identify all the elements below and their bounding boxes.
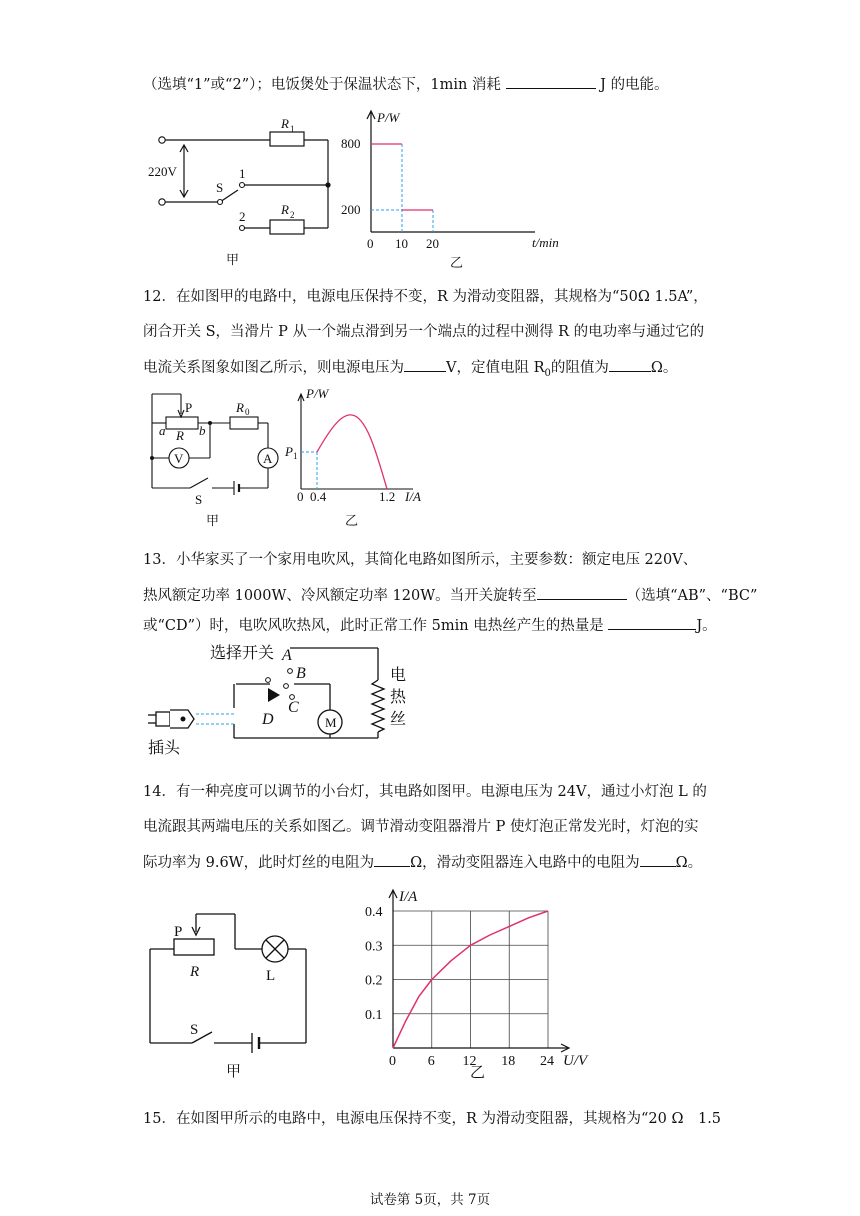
y-tick-label: 0.1 [365,1007,383,1023]
slider-p-label: P [185,400,193,415]
switch-label: S [195,492,203,507]
q11-answer-blank[interactable] [506,74,596,89]
figure-caption-jia: 甲 [226,252,240,267]
end-b-label: b [199,423,206,438]
ammeter-label: A [263,451,273,466]
q14-text: 有一种亮度可以调节的小台灯，其电路如图甲。电源电压为 24V，通过小灯泡 L 的 [175,784,707,800]
voltage-label: 220V [148,164,177,179]
x-tick-label: 0 [297,489,304,504]
x-tick-label: 24 [540,1054,554,1069]
r2-subscript: 2 [290,210,295,220]
y-axis-label: P/W [377,110,400,125]
x-tick-label: 1.2 [379,489,396,504]
contact-c-label: C [288,699,299,716]
q14-number: 14． [143,784,176,800]
q13-number: 13． [143,552,176,568]
figure-caption-yi: 乙 [470,1065,486,1081]
switch-label: 选择开关 [210,643,275,662]
figure-caption-yi: 乙 [450,255,464,270]
x-axis-label: U/V [563,1053,588,1069]
y-tick-label: 0.2 [365,973,383,989]
q12-text-line-1 [143,287,708,307]
switch-label: S [190,1022,199,1038]
q13-text: J。 [696,618,717,634]
x-tick-label: 12 [462,1054,477,1069]
q12-circuit-figure [140,390,290,530]
q12-power-current-chart [285,385,435,535]
q14-text: Ω，滑动变阻器连入电路中的电阻为 [410,855,640,871]
q12-text-line-2 [143,322,704,342]
q14-text: 际功率为 9.6W，此时灯丝的电阻为 [143,855,375,871]
resistor-r0 [230,417,258,429]
q14-text-line-2 [143,817,698,837]
contact-1-label: 1 [239,166,246,181]
r1-label: R [281,116,289,131]
q13-text: 或“CD”）时，电吹风吹热风，此时正常工作 5min 电热丝产生的热量是 [143,618,604,634]
resistor-r1 [270,132,304,146]
q15-text: 在如图甲所示的电路中，电源电压保持不变，R 为滑动变阻器，其规格为“20 Ω 1.5 [175,1111,722,1127]
contact-a-label: A [282,647,292,664]
rheostat-label: R [176,428,184,443]
r0-subscript: 0 [245,407,250,417]
q11-text-line [143,74,669,95]
q12-text: 闭合开关 S，当滑片 P 从一个端点滑到另一个端点的过程中测得 R 的电功率与通过它的 [143,324,705,340]
y-axis-label: I/A [399,889,418,905]
contact-b-label: B [296,665,306,682]
p1-subscript: 1 [293,451,298,461]
contact-d-label: D [262,711,274,728]
heating-wire [372,680,384,732]
lamp-label: L [266,968,276,984]
heater-label: 电 [390,665,407,684]
q14-text-line-1 [143,782,707,802]
q12-answer-blank-2[interactable] [609,357,651,372]
motor-label: M [325,715,337,730]
heater-label: 丝 [390,709,407,728]
power-curve [317,415,387,489]
x-tick-label: 0 [389,1054,396,1069]
y-axis-label: P/W [306,386,329,401]
q13-text: 小华家买了一个家用电吹风，其简化电路如图所示，主要参数：额定电压 220V、 [175,552,698,568]
resistor-r2 [270,220,304,234]
r0-label: R [236,400,244,415]
plug-body [156,712,170,726]
p1-label: P [285,444,293,459]
y-tick-label: 0.4 [365,905,383,920]
q13-text-line-3 [143,615,717,636]
slider-p-label: P [174,924,183,940]
q12-answer-blank-1[interactable] [404,357,446,372]
q13-text: （选填“AB”、“BC” [626,588,758,604]
q12-text: V，定值电阻 R [446,360,545,376]
voltmeter-label: V [174,451,184,466]
rheostat-r [174,939,214,955]
q14-lamp-circuit [140,906,320,1086]
r2-label: R [281,202,289,217]
q13-answer-blank-1[interactable] [537,585,627,600]
x-tick-label: 6 [427,1054,435,1069]
x-tick-label: 0.4 [310,489,327,504]
contact-2-label: 2 [239,209,246,224]
y-tick-label: 0.3 [365,939,383,955]
rheostat-label: R [190,964,200,980]
plug-label: 插头 [148,738,181,757]
q15-number: 15． [143,1111,176,1127]
q11-power-time-chart [335,106,575,271]
switch-label: S [216,180,224,195]
end-a-label: a [159,423,166,438]
q11-circuit-figure [140,108,340,268]
q14-text-line-3 [143,852,702,873]
q13-text-line-1 [143,550,697,570]
heater-label: 热 [390,687,407,706]
y-tick-label: 200 [341,202,361,217]
figure-caption-jia: 甲 [206,513,220,528]
q12-number: 12． [143,289,176,305]
q11-text: （选填“1”或“2”）；电饭煲处于保温状态下，1min 消耗 [143,77,501,93]
q13-text-line-2 [143,585,757,606]
figure-caption-jia: 甲 [226,1064,242,1080]
q14-text: Ω。 [675,855,703,871]
q14-text: 电流跟其两端电压的关系如图乙。调节滑动变阻器滑片 P 使灯泡正常发光时，灯泡的实 [143,819,699,835]
x-tick-label: 20 [426,236,439,251]
rotary-switch [268,688,280,702]
q11-text-end: J 的电能。 [600,77,669,93]
q12-text: 的阻值为 [550,360,609,376]
figure-caption-yi: 乙 [345,513,359,528]
x-tick-label: 10 [395,236,408,251]
q15-text-line-1 [143,1109,721,1129]
q13-hairdryer-circuit [140,640,440,770]
x-axis-label: t/min [532,235,559,250]
x-axis-label: I/A [405,489,421,504]
q14-current-voltage-chart [355,885,615,1080]
q14-answer-blank-1[interactable] [374,852,410,867]
r0-subscript: 0 [544,367,551,379]
q13-text: 热风额定功率 1000W、冷风额定功率 120W。当开关旋转至 [143,588,537,604]
q12-text: Ω。 [650,360,678,376]
q12-text: 电流关系图象如图乙所示，则电源电压为 [143,360,404,376]
q12-text: 在如图甲的电路中，电源电压保持不变，R 为滑动变阻器，其规格为“50Ω 1.5A”， [175,289,708,305]
q12-text-line-3 [143,357,677,384]
r1-subscript: 1 [290,124,295,134]
q13-answer-blank-2[interactable] [608,615,696,630]
x-tick-label: 0 [367,236,374,251]
page-footer: 试卷第 5页，共 7页 [369,1192,491,1208]
x-tick-label: 18 [501,1054,516,1069]
q14-answer-blank-2[interactable] [640,852,676,867]
y-tick-label: 800 [341,136,361,151]
